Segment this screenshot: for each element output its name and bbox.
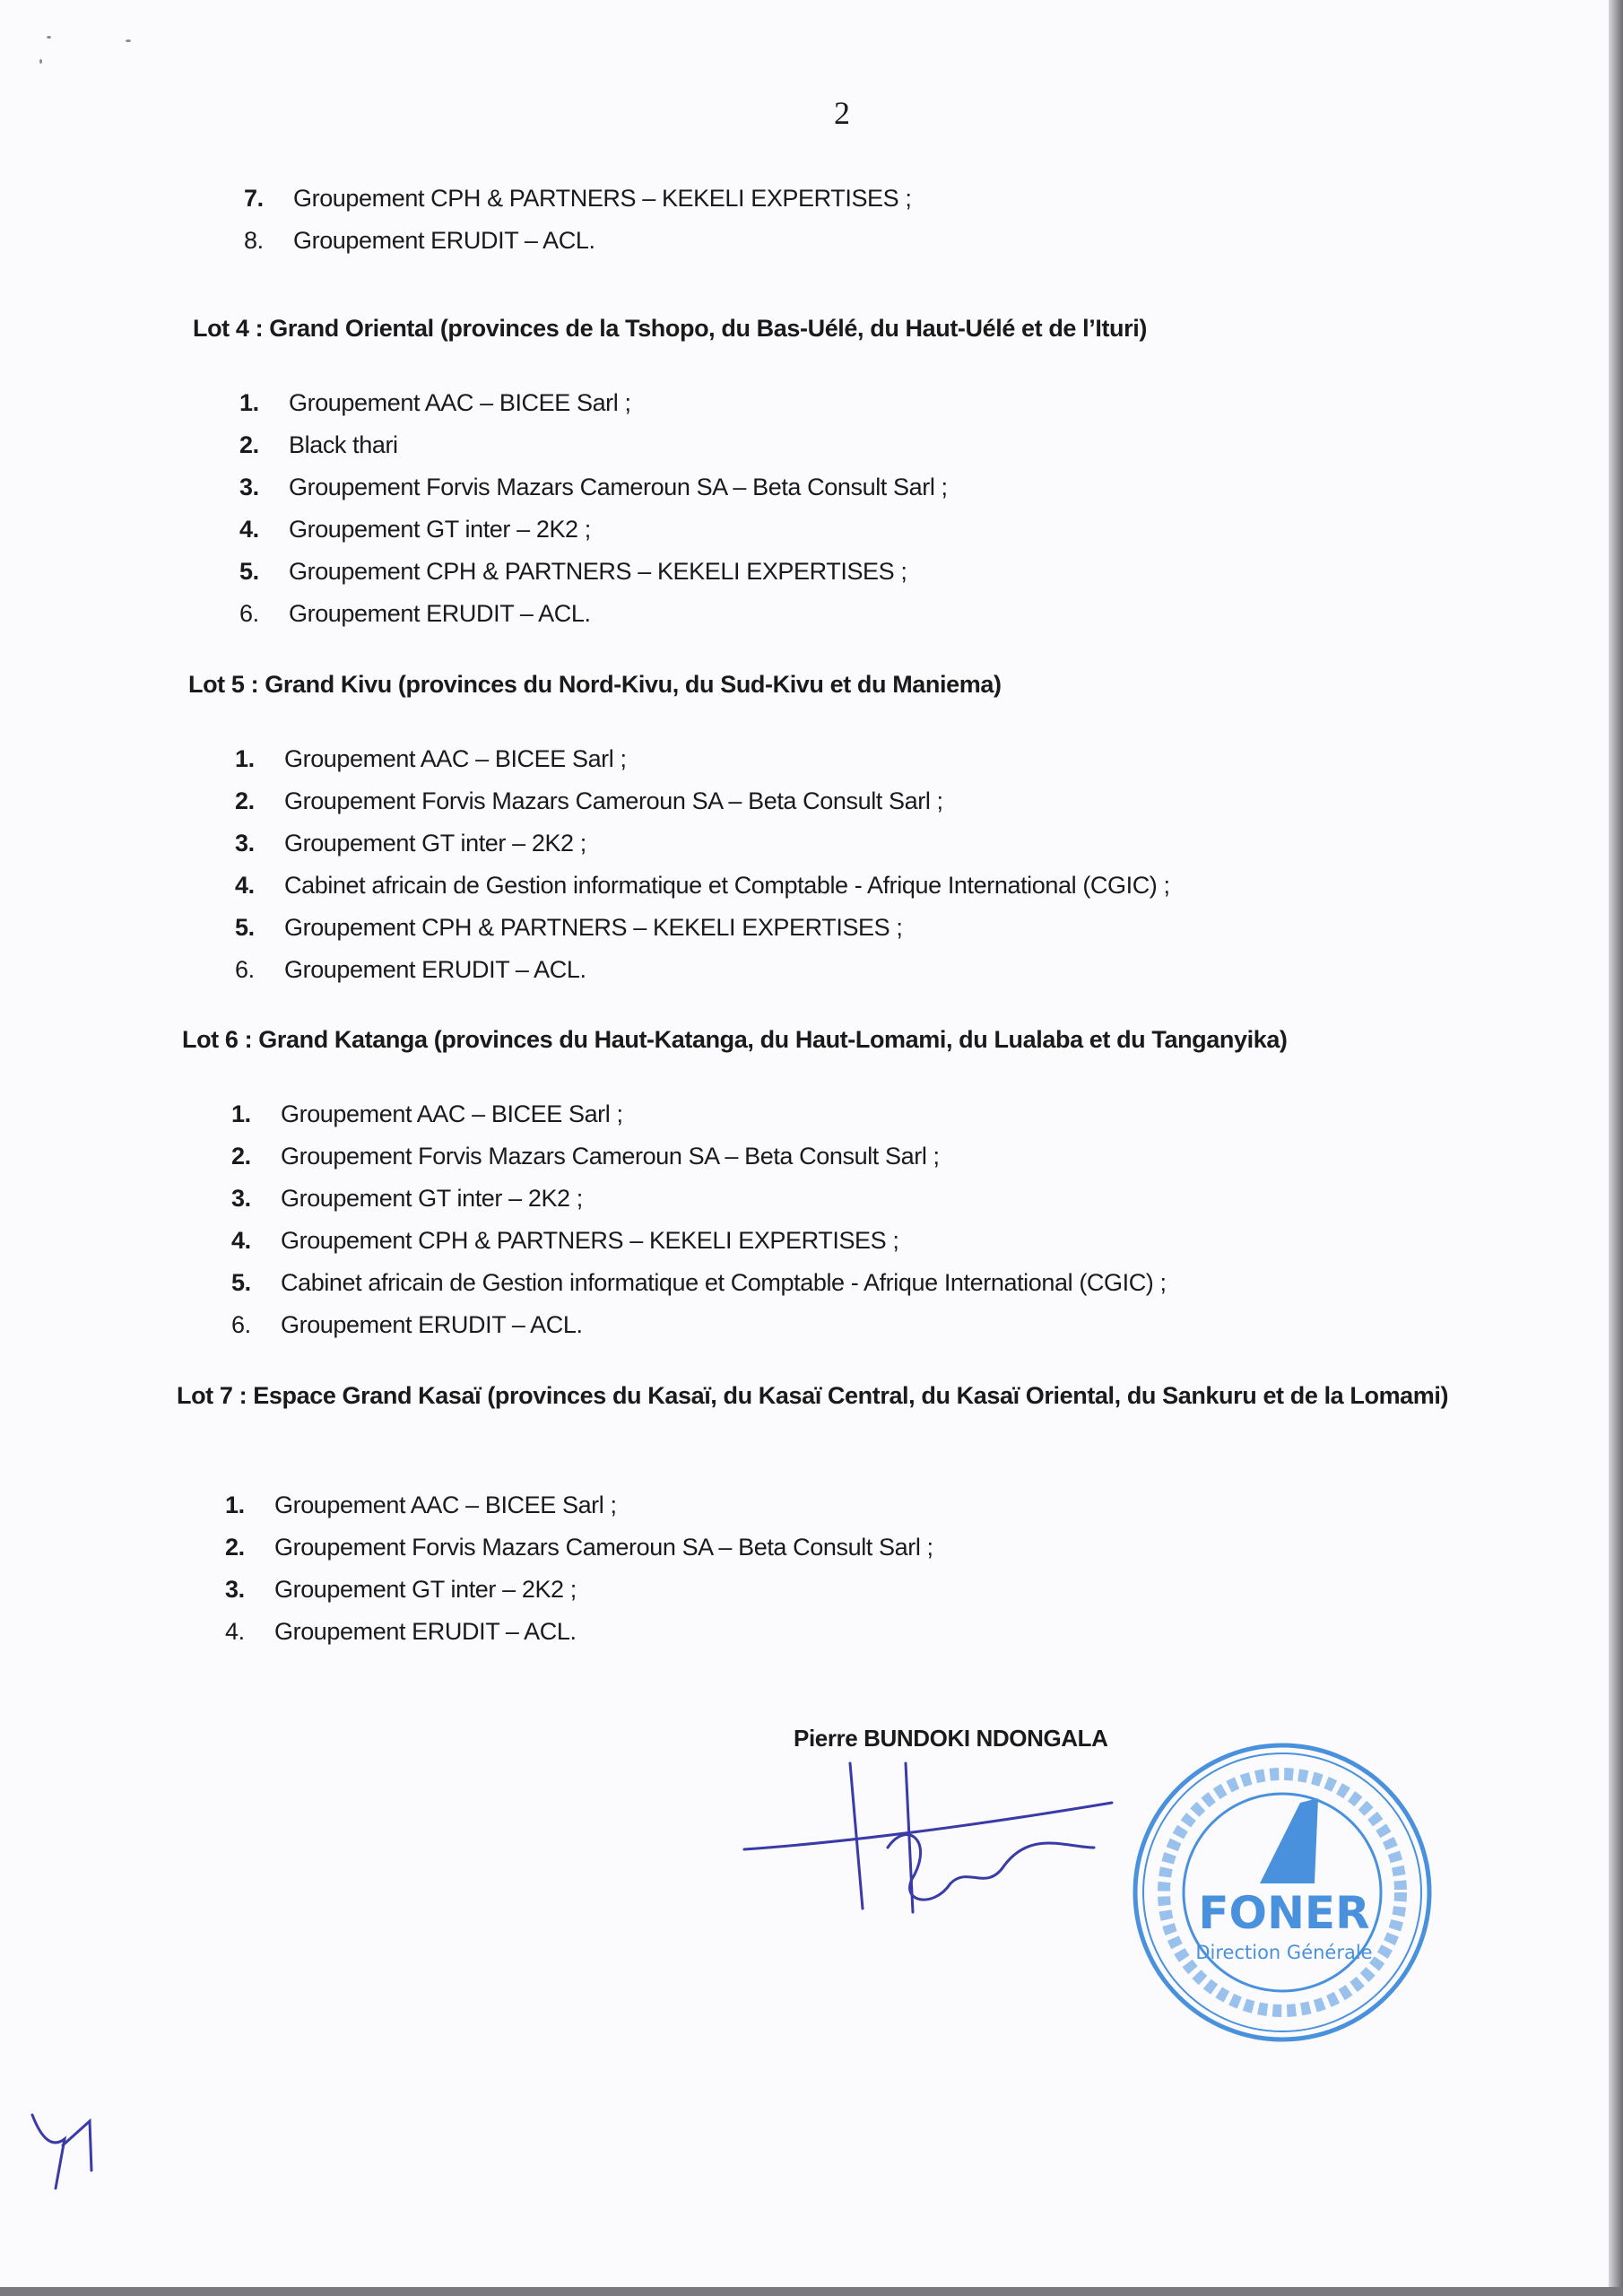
list-item-text: Groupement CPH & PARTNERS – KEKELI EXPERTISES ; xyxy=(281,1226,899,1254)
list-item-text: Groupement GT inter – 2K2 ; xyxy=(274,1575,577,1603)
list-item-number: 5. xyxy=(231,1268,251,1296)
list-item-text: Groupement AAC – BICEE Sarl ; xyxy=(281,1100,623,1127)
list-item-number: 1. xyxy=(235,744,255,772)
list-item-number: 1. xyxy=(231,1100,251,1127)
list-item-text: Cabinet africain de Gestion informatique et Comptable - Afrique International (CGIC) ; xyxy=(281,1268,1167,1296)
lot-5-heading: Lot 5 : Grand Kivu (provinces du Nord-Kivu, du Sud-Kivu et du Maniema) xyxy=(188,671,1002,698)
list-item-text: Groupement GT inter – 2K2 ; xyxy=(281,1184,583,1212)
list-item-text: Black thari xyxy=(289,430,398,458)
list-item-number: 4. xyxy=(231,1226,251,1254)
page-number: 2 xyxy=(834,95,850,131)
list-item-number: 5. xyxy=(239,557,259,585)
list-item-text: Groupement Forvis Mazars Cameroun SA – Beta Consult Sarl ; xyxy=(274,1533,933,1561)
list-item-number: 1. xyxy=(225,1491,245,1518)
list-item-number: 6. xyxy=(231,1310,251,1338)
list-item-text: Groupement CPH & PARTNERS – KEKELI EXPERTISES ; xyxy=(289,557,907,585)
list-item-number: 3. xyxy=(225,1575,245,1603)
signatory-name: Pierre BUNDOKI NDONGALA xyxy=(794,1725,1108,1752)
list-item-number: 3. xyxy=(235,829,255,857)
list-item-text: Groupement GT inter – 2K2 ; xyxy=(284,829,586,857)
list-item-number: 7. xyxy=(244,184,264,212)
list-item-number: 6. xyxy=(239,599,259,627)
list-item-text: Groupement Forvis Mazars Cameroun SA – Beta Consult Sarl ; xyxy=(289,473,948,500)
list-item-number: 3. xyxy=(239,473,259,500)
list-item-text: Groupement AAC – BICEE Sarl ; xyxy=(289,388,631,416)
handwritten-signature xyxy=(744,1763,1112,1912)
list-item-number: 2. xyxy=(235,787,255,814)
list-item-number: 4. xyxy=(239,515,259,543)
lot-7-heading: Lot 7 : Espace Grand Kasaï (provinces du Kasaï, du Kasaï Central, du Kasaï Oriental, du Sankuru et de la Lomami) xyxy=(177,1382,1449,1409)
list-item-text: Groupement ERUDIT – ACL. xyxy=(281,1310,583,1338)
list-item-text: Groupement GT inter – 2K2 ; xyxy=(289,515,591,543)
list-item-number: 2. xyxy=(239,430,259,458)
lot-4-heading: Lot 4 : Grand Oriental (provinces de la Tshopo, du Bas-Uélé, du Haut-Uélé et de l’Ituri) xyxy=(193,315,1147,342)
list-item-text: Groupement ERUDIT – ACL. xyxy=(284,955,586,983)
list-item-text: Groupement AAC – BICEE Sarl ; xyxy=(274,1491,617,1518)
list-item-text: Groupement ERUDIT – ACL. xyxy=(293,226,595,254)
list-item-text: Groupement CPH & PARTNERS – KEKELI EXPERTISES ; xyxy=(284,913,903,941)
list-item-text: Groupement AAC – BICEE Sarl ; xyxy=(284,744,627,772)
list-item-number: 3. xyxy=(231,1184,251,1212)
list-item-text: Groupement Forvis Mazars Cameroun SA – Beta Consult Sarl ; xyxy=(281,1142,940,1170)
svg-text:FONER: FONER xyxy=(1198,1887,1370,1939)
list-item-number: 1. xyxy=(239,388,259,416)
list-item-number: 2. xyxy=(231,1142,251,1170)
handwritten-initials xyxy=(32,2115,91,2188)
list-item-number: 5. xyxy=(235,913,255,941)
list-item-number: 6. xyxy=(235,955,255,983)
list-item-text: Groupement ERUDIT – ACL. xyxy=(274,1617,577,1645)
list-item-number: 4. xyxy=(235,871,255,899)
list-item-text: Cabinet africain de Gestion informatique et Comptable - Afrique International (CGIC) ; xyxy=(284,871,1170,899)
svg-text:Direction Générale: Direction Générale xyxy=(1195,1942,1373,1963)
list-item-number: 8. xyxy=(244,226,264,254)
road-logo-icon xyxy=(1260,1798,1318,1883)
list-item-text: Groupement ERUDIT – ACL. xyxy=(289,599,591,627)
list-item-text: Groupement CPH & PARTNERS – KEKELI EXPERTISES ; xyxy=(293,184,912,212)
lot-6-heading: Lot 6 : Grand Katanga (provinces du Haut-Katanga, du Haut-Lomami, du Lualaba et du Tanganyika) xyxy=(182,1026,1288,1053)
list-item-number: 4. xyxy=(225,1617,245,1645)
list-item-number: 2. xyxy=(225,1533,245,1561)
list-item-text: Groupement Forvis Mazars Cameroun SA – Beta Consult Sarl ; xyxy=(284,787,943,814)
official-stamp xyxy=(1135,1745,1429,2039)
